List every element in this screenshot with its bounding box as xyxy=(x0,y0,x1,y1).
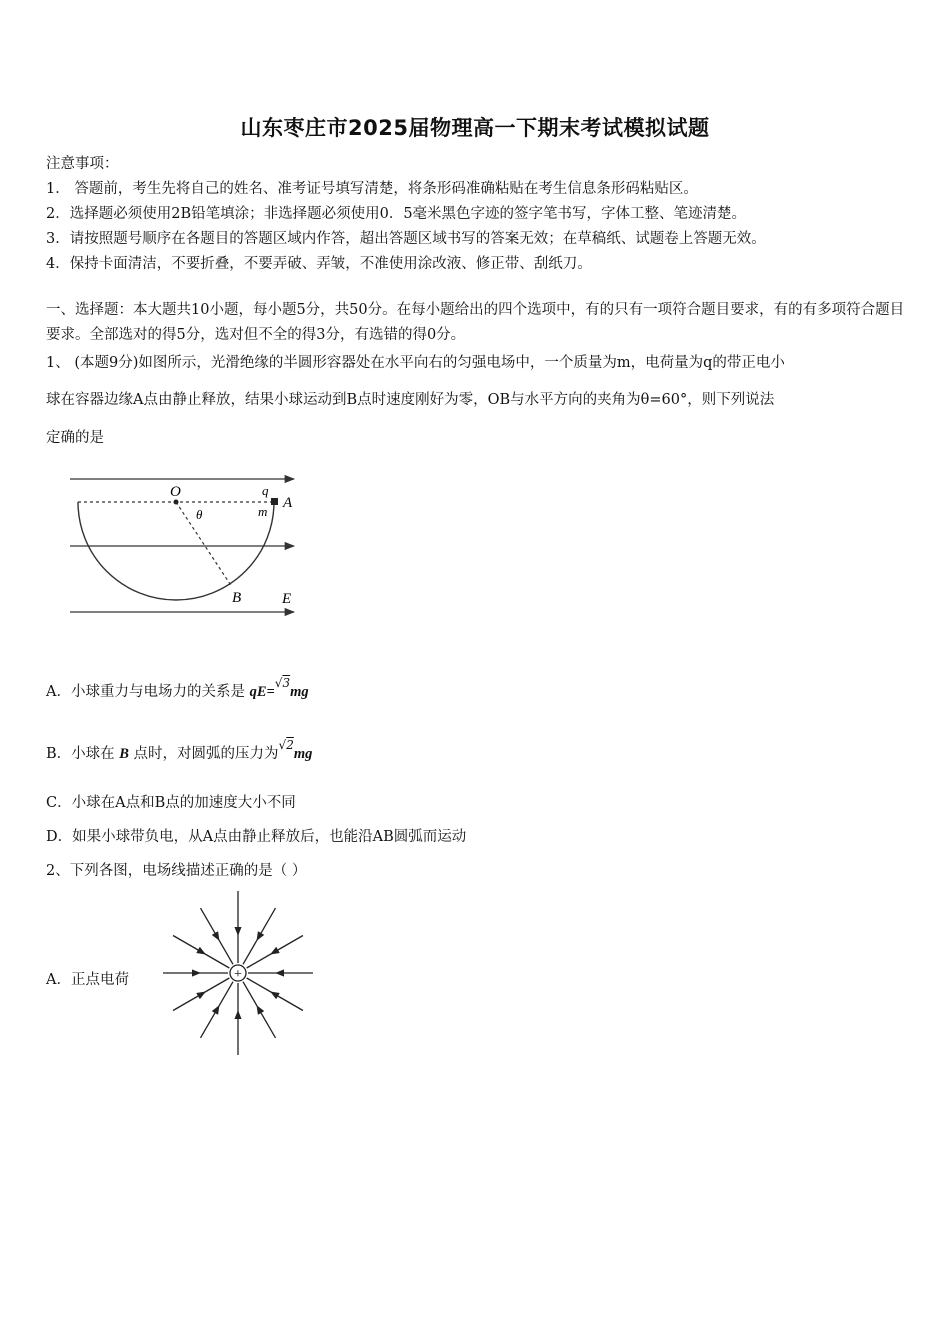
q1-option-b-text: B．小球在 xyxy=(46,746,120,762)
radius-ob-dashed xyxy=(176,502,232,587)
field-line-inner-8 xyxy=(205,954,229,968)
field-line-3 xyxy=(257,1006,276,1038)
q1-option-a-radicand: 3 xyxy=(282,676,291,690)
q1-option-b-radical: √2 xyxy=(278,738,294,752)
q1-option-b-point: B xyxy=(119,746,129,762)
charge-sign: + xyxy=(234,967,242,982)
field-line-inner-9 xyxy=(219,940,233,964)
label-o: O xyxy=(170,484,181,500)
notice-item-1: 1． 答题前，考生先将自己的姓名、准考证号填写清楚，将条形码准确粘贴在考生信息条形码粘贴区。 xyxy=(46,181,698,197)
q1-option-b[interactable] xyxy=(46,738,313,763)
q1-option-b-mg: mg xyxy=(293,746,313,762)
notice-heading: 注意事项： xyxy=(46,156,119,172)
notice-item-2: 2．选择题必须使用2B铅笔填涂；非选择题必须使用0．5毫米黑色字迹的签字笔书写，字体工整、笔迹清楚。 xyxy=(46,206,747,222)
q1-figure xyxy=(64,470,304,620)
q2-figure-positive-charge xyxy=(163,888,313,1058)
field-line-8 xyxy=(173,936,205,955)
field-line-9 xyxy=(201,908,220,940)
label-theta: θ xyxy=(196,507,203,522)
notice-item-4: 4．保持卡面清洁，不要折叠，不要弄破、弄皱，不准使用涂改液、修正带、刮纸刀。 xyxy=(46,256,592,272)
label-a: A xyxy=(283,495,293,511)
q1-option-b-text-2: 点时，对圆弧的压力为 xyxy=(128,746,279,762)
label-b: B xyxy=(232,590,242,606)
q2-stem: 2、下列各图，电场线描述正确的是（ ） xyxy=(46,863,307,879)
q2-option-a-label[interactable]: A．正点电荷 xyxy=(46,972,129,988)
label-e: E xyxy=(282,591,292,607)
field-line-inner-2 xyxy=(247,978,271,992)
q1-option-a-mg: mg xyxy=(290,684,309,700)
q1-stem-line-1: 1、 (本题9分)如图所示，光滑绝缘的半圆形容器处在水平向右的匀强电场中，一个质量为m，电荷量为q的带正电小 xyxy=(46,355,785,371)
section-intro: 一、选择题：本大题共10小题，每小题5分，共50分。在每小题给出的四个选项中，有的只有一项符合题目要求，有的有多项符合题目要求。全部选对的得5分，选对但不全的得3分，有选错的得0分。 xyxy=(46,302,905,343)
field-line-inner-12 xyxy=(247,954,271,968)
field-line-2 xyxy=(271,992,303,1011)
q1-option-d[interactable]: D．如果小球带负电，从A点由静止释放后，也能沿AB圆弧而运动 xyxy=(46,829,467,845)
page-title: 山东枣庄市2025届物理高一下期末考试模拟试题 xyxy=(240,116,710,140)
q1-stem-line-2: 球在容器边缘A点由静止释放，结果小球运动到B点时速度刚好为零，OB与水平方向的夹角为θ=60°，则下列说法 xyxy=(46,392,775,408)
center-point xyxy=(174,500,179,505)
field-line-6 xyxy=(173,992,205,1011)
q1-option-b-radicand: 2 xyxy=(286,738,294,752)
q1-option-a-equation: qE= xyxy=(249,684,275,700)
ball xyxy=(271,498,278,505)
q1-option-a-text: A．小球重力与电场力的关系是 xyxy=(46,684,250,700)
q1-stem-line-3: 定确的是 xyxy=(46,430,104,446)
q1-option-a[interactable] xyxy=(46,676,309,701)
q1-option-c[interactable]: C．小球在A点和B点的加速度大小不同 xyxy=(46,795,296,811)
semicircle-container xyxy=(78,502,274,600)
q1-option-a-radical: √3 xyxy=(274,676,291,690)
notice-item-3: 3．请按照题号顺序在各题目的答题区域内作答，超出答题区域书写的答案无效；在草稿纸、试题卷上答题无效。 xyxy=(46,231,766,247)
label-q: q xyxy=(262,483,269,498)
label-m: m xyxy=(258,504,268,519)
field-line-12 xyxy=(271,936,303,955)
field-line-11 xyxy=(257,908,276,940)
field-line-inner-5 xyxy=(219,982,233,1006)
field-line-inner-6 xyxy=(205,978,229,992)
field-line-5 xyxy=(201,1006,220,1038)
field-line-inner-3 xyxy=(243,982,257,1006)
field-line-inner-11 xyxy=(243,940,257,964)
